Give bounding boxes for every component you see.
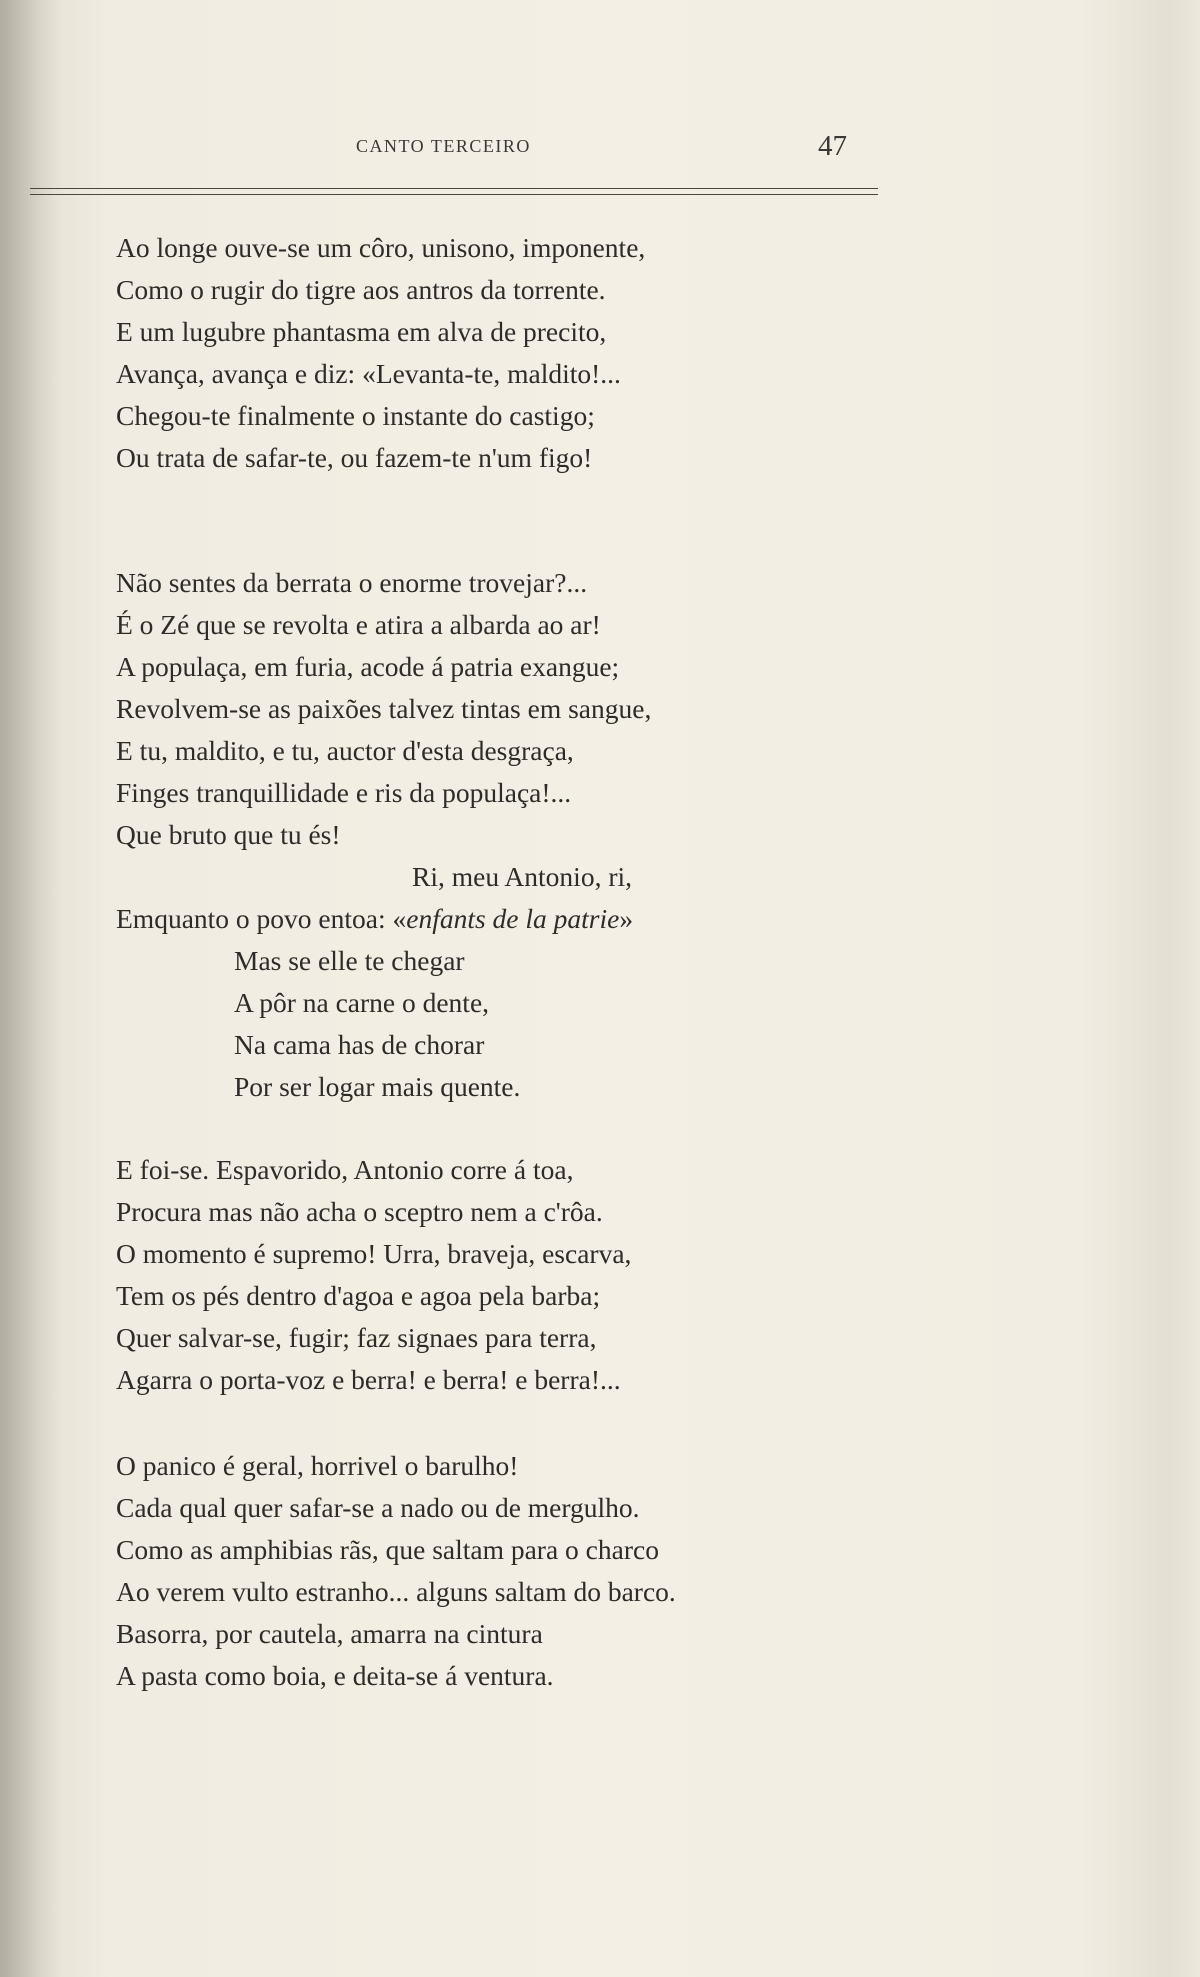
italic-quote: enfants de la patrie xyxy=(406,903,620,934)
verse-line: Finges tranquillidade e ris da populaça!... xyxy=(116,777,572,808)
verse-line-indented: Ri, meu Antonio, ri, xyxy=(412,861,632,892)
verse-line: A populaça, em furia, acode á patria exangue; xyxy=(116,651,620,682)
verse-line: Ou trata de safar-te, ou fazem-te n'um figo! xyxy=(116,442,593,473)
stanza-2 xyxy=(116,562,651,1108)
verse-line: Revolvem-se as paixões talvez tintas em sangue, xyxy=(116,693,652,724)
verse-line: Ao longe ouve-se um côro, unisono, imponente, xyxy=(116,232,646,263)
emquanto-suffix: » xyxy=(619,903,634,934)
verse-line: Cada qual quer safar-se a nado ou de mergulho. xyxy=(116,1492,640,1523)
verse-line: O momento é supremo! Urra, braveja, escarva, xyxy=(116,1238,632,1269)
song-line: Na cama has de chorar xyxy=(234,1029,485,1060)
song-line: Mas se elle te chegar xyxy=(234,945,465,976)
page-number: 47 xyxy=(818,130,847,162)
verse-line: Ao verem vulto estranho... alguns saltam do barco. xyxy=(116,1576,676,1607)
header-rule-top xyxy=(30,188,878,189)
stanza-4 xyxy=(116,1445,676,1697)
verse-line: Chegou-te finalmente o instante do castigo; xyxy=(116,400,595,431)
song-line: A pôr na carne o dente, xyxy=(234,987,490,1018)
emquanto-prefix: Emquanto o povo entoa: « xyxy=(116,903,407,934)
verse-line: Avança, avança e diz: «Levanta-te, maldito!... xyxy=(116,358,621,389)
verse-line: E tu, maldito, e tu, auctor d'esta desgraça, xyxy=(116,735,574,766)
header-rule-bottom xyxy=(30,194,878,195)
verse-line: Como o rugir do tigre aos antros da torrente. xyxy=(116,274,606,305)
verse-line: Que bruto que tu és! xyxy=(116,819,341,850)
verse-line: É o Zé que se revolta e atira a albarda ao ar! xyxy=(116,609,601,640)
verse-line: Como as amphibias rãs, que saltam para o charco xyxy=(116,1534,659,1565)
verse-line: Não sentes da berrata o enorme trovejar?... xyxy=(116,567,588,598)
verse-line: Basorra, por cautela, amarra na cintura xyxy=(116,1618,543,1649)
verse-line: A pasta como boia, e deita-se á ventura. xyxy=(116,1660,554,1691)
spine-shadow xyxy=(0,0,60,1977)
verse-line: Procura mas não acha o sceptro nem a c'rôa. xyxy=(116,1196,603,1227)
verse-line: E foi-se. Espavorido, Antonio corre á toa, xyxy=(116,1154,574,1185)
running-title: CANTO TERCEIRO xyxy=(356,136,531,156)
verse-line: Tem os pés dentro d'agoa e agoa pela barba; xyxy=(116,1280,601,1311)
verse-line: O panico é geral, horrivel o barulho! xyxy=(116,1450,519,1481)
stanza-3 xyxy=(116,1149,631,1401)
verse-line: Agarra o porta-voz e berra! e berra! e berra!... xyxy=(116,1364,621,1395)
song-line: Por ser logar mais quente. xyxy=(234,1071,521,1102)
verse-line-with-italic xyxy=(116,898,651,940)
verse-line: Quer salvar-se, fugir; faz signaes para terra, xyxy=(116,1322,597,1353)
verse-line: E um lugubre phantasma em alva de precito, xyxy=(116,316,607,347)
stanza-1 xyxy=(116,227,645,479)
